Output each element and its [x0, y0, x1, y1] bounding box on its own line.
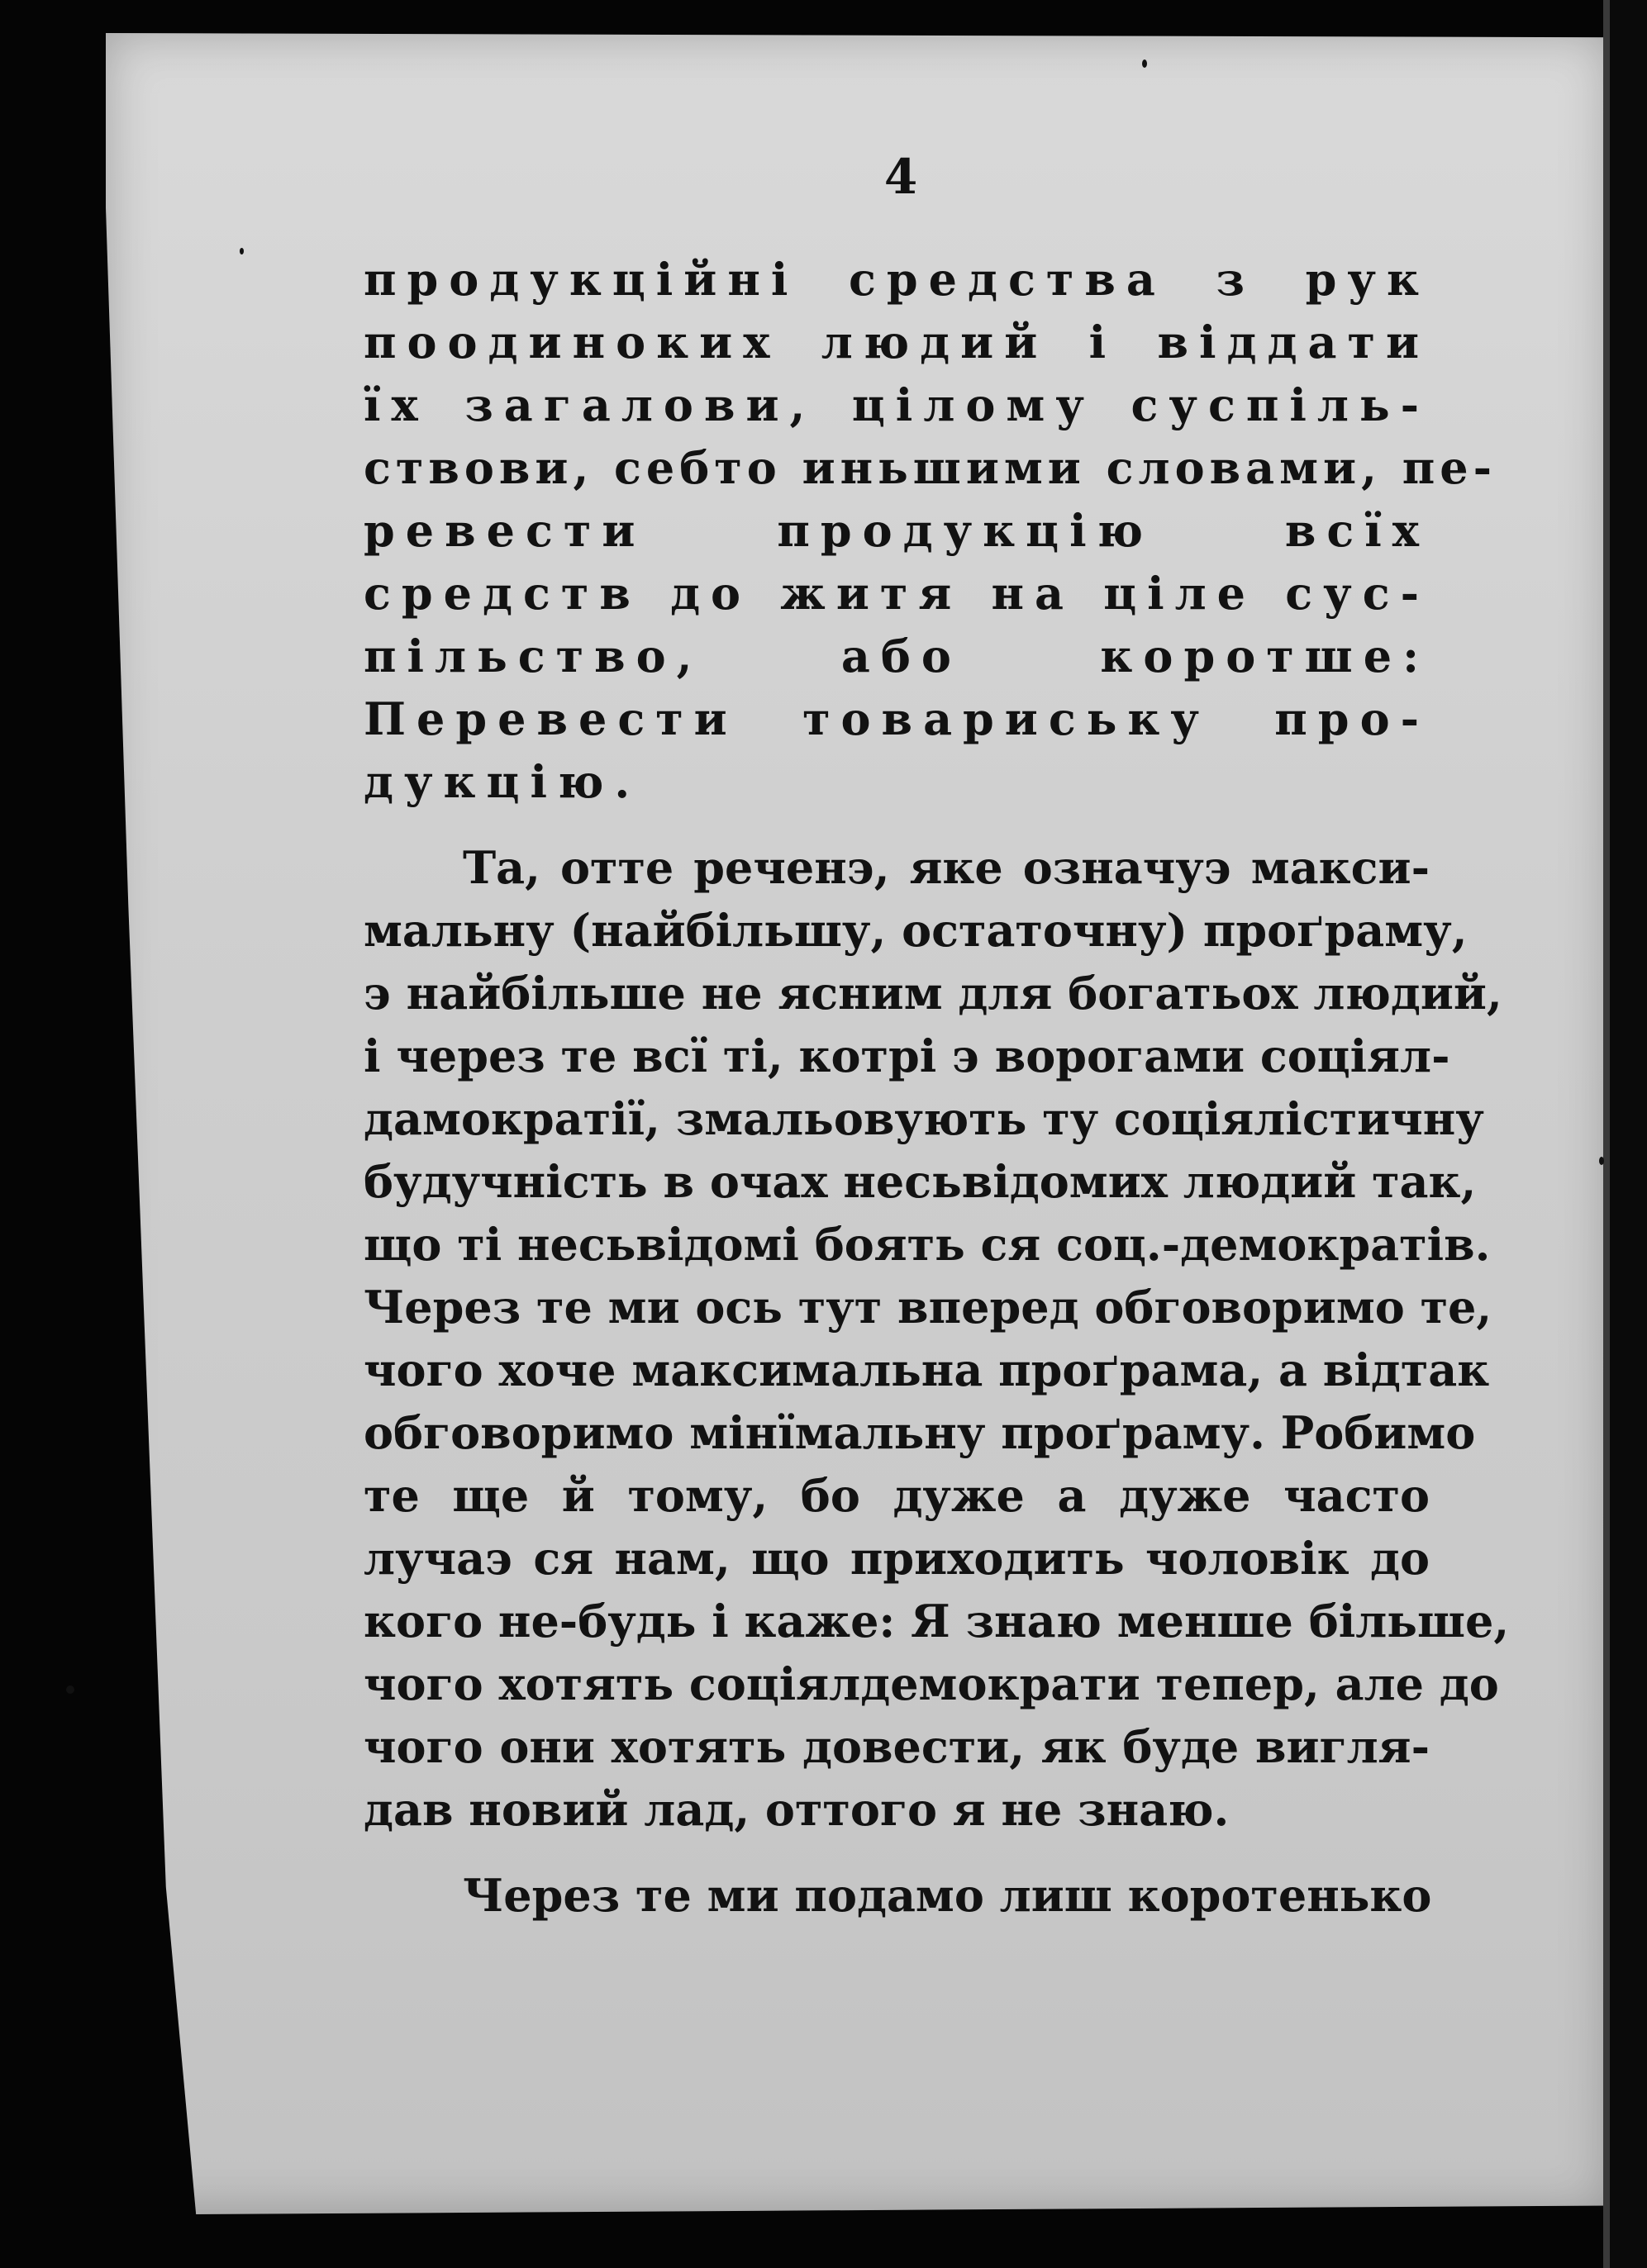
- text-line: пільство, або коротше:: [364, 630, 1430, 682]
- text-line: що ті несьвідомі бoять ся соц.-демократів.: [364, 1218, 1491, 1271]
- text-line: дав новий лад, оттого я не знаю.: [364, 1783, 1230, 1836]
- text-line: чого хоче максимальна проґрама, а відтак: [364, 1343, 1490, 1396]
- text-line: дукцію.: [364, 755, 641, 808]
- text-line: мальну (найбільшу, остаточну) проґраму,: [364, 904, 1468, 957]
- text-line: ревести продукцію всїх: [364, 504, 1430, 557]
- text-line: средств до житя на ціле сус-: [364, 567, 1430, 620]
- scan-speck: [1599, 1157, 1604, 1165]
- text-line: ствови, себто иньшими словами, пе-: [364, 441, 1497, 494]
- scan-speck: [66, 1686, 74, 1694]
- text-line: продукційні средства з рук: [364, 253, 1430, 306]
- paragraph-2: [364, 836, 1510, 1841]
- scan-speck: [1142, 59, 1147, 68]
- text-line: кого не-будь і каже: Я знаю менше більше,: [364, 1595, 1510, 1648]
- text-line: те ще й тому, бо дуже а дуже часто: [364, 1469, 1430, 1522]
- paragraph-gap: [364, 1841, 1430, 1864]
- paragraph-3: [364, 1864, 1430, 1927]
- scan-border: [1603, 0, 1610, 2268]
- text-line: Через те ми подамо лиш коротенько: [463, 1869, 1432, 1922]
- text-line: обговоримо мінїмальну проґраму. Робимо: [364, 1406, 1476, 1459]
- text-line: чого они хотять довести, як буде вигля-: [364, 1720, 1430, 1773]
- text-line: Через те ми ось тут вперед обговоримо те,: [364, 1281, 1492, 1334]
- text-line: їх загалови, цілому суспіль-: [364, 378, 1430, 431]
- text-line: лучаэ ся нам, що приходить чоловік до: [364, 1532, 1430, 1585]
- scan-speck: [240, 248, 244, 254]
- text-line: дамократії, змальовують ту соціялістичну: [364, 1092, 1484, 1145]
- text-line: будучність в очах несьвідомих людий так,: [364, 1155, 1477, 1208]
- paragraph-gap: [364, 813, 1430, 836]
- text-line: Перевести товариську про-: [364, 692, 1430, 745]
- text-line: э найбільше не ясним для богатьох людий,: [364, 967, 1502, 1020]
- text-line: чого хотять соціялдемократи тепер, але до: [364, 1657, 1499, 1710]
- paragraph-1: [364, 248, 1497, 813]
- text-line: і через те всї ті, котрі э ворогами соціял-: [364, 1029, 1450, 1082]
- scan-border-dark: [1610, 0, 1647, 2268]
- page-number: 4: [883, 149, 918, 205]
- body-text: [364, 248, 1510, 1927]
- text-line: Та, отте реченэ, яке означуэ макси-: [463, 841, 1430, 894]
- text-line: поодиноких людий і віддати: [364, 316, 1430, 368]
